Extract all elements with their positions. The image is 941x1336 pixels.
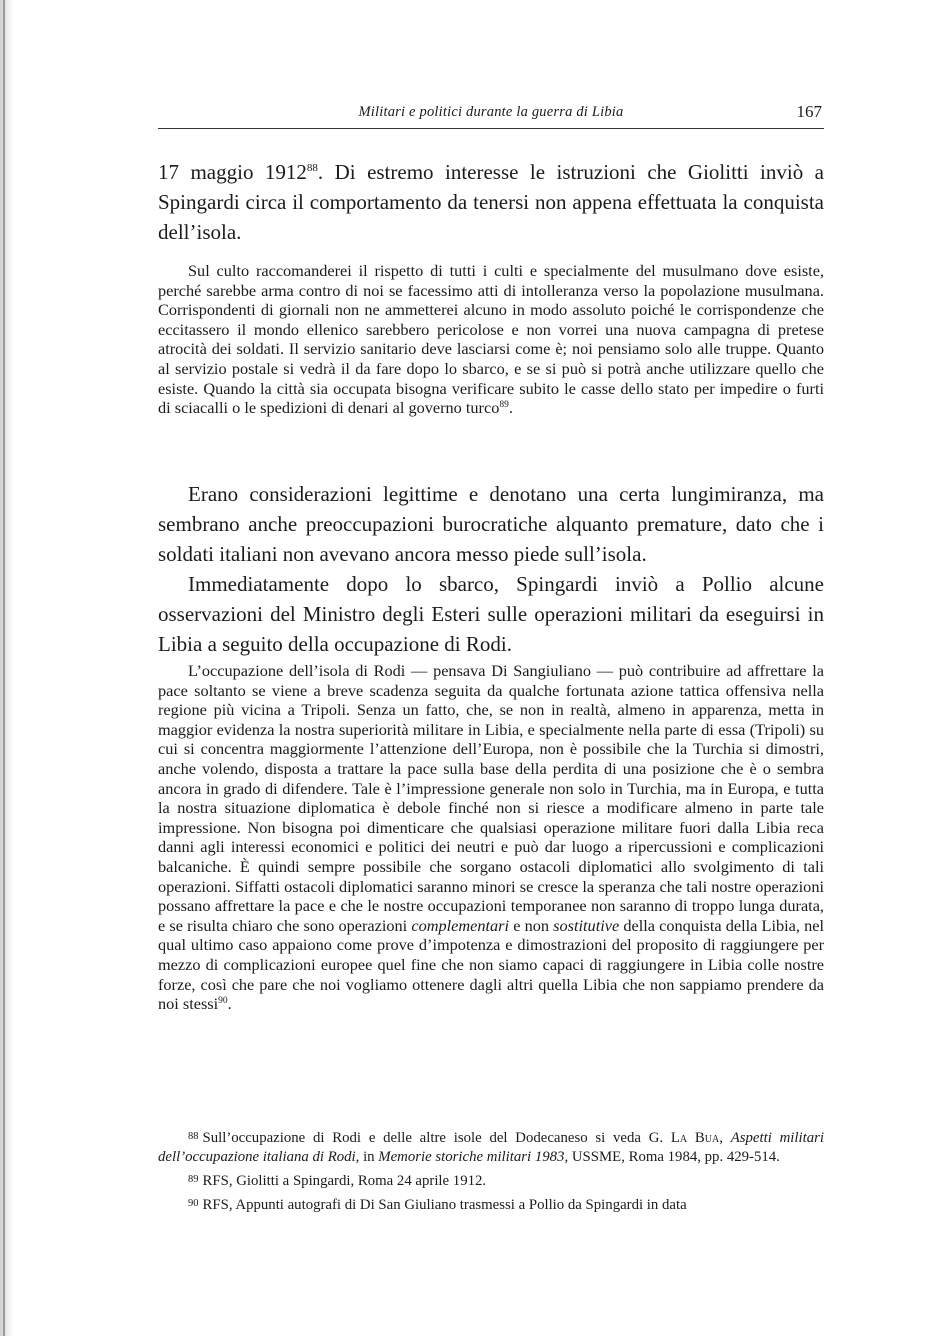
body-paragraph-1: 17 maggio 1912$^{88}$. Di estremo interesse le istruzioni che Giolitti inviò a Spingardi circa il comportamento da tenersi non appena effettuata la conquista dell’isola. (158, 160, 824, 244)
footnote-89: $^{89}$ RFS, Giolitti a Spingardi, Roma 24 aprile 1912. (188, 1173, 487, 1189)
running-title: Militari e politici durante la guerra di Libia (358, 104, 624, 120)
body-paragraph-2: Erano considerazioni legittime e denotano una certa lungimiranza, ma sembrano anche preoccupazioni burocratiche alquanto premature, dato che i soldati italiani non avevano ancora messo piede sull’isola. (158, 482, 824, 566)
block-quote-giolitti: Sul culto raccomanderei il rispetto di tutti i culti e specialmente del musulmano dove esiste, perché sarebbe arma contro di noi se facessimo atti di intolleranza verso la popolazione musulmana. Corrispondenti di giornali non ne ammetterei alcuno in modo assoluto poiché le corrispondenze che eccitassero il mondo ellenico sarebbero pericolose e non vorrei una nuova campagna di pretese atrocità dei soldati. Il servizio sanitario deve lasciarsi come è; noi pensiamo solo alle truppe. Quanto al servizio postale si vedrà il da fare dopo lo sbarco, e se si può si potrà anche utilizzare quello che esiste. Quando la città sia occupata bisogna verificare subito le casse dello stato per impedire o furti di sciacalli o le spedizioni di denari al governo turco$^{89}$. (158, 261, 824, 418)
footnote-88: $^{88}$ Sull’occupazione di Rodi e delle altre isole del Dodecaneso si veda G. La Bua, Aspetti militari dell’occupazione italiana di Rodi, in Memorie storiche militari 1983, USSME, Roma 1984, pp. 429-514. (158, 1130, 824, 1165)
page-header (158, 100, 824, 129)
footnote-ref-90[interactable]: 90 (218, 996, 228, 1007)
footnote-ref-88[interactable]: 88 (306, 162, 318, 174)
footnote-90: $^{90}$ RFS, Appunti autografi di Di San Giuliano trasmessi a Pollio da Spingardi in data (188, 1197, 687, 1213)
body-paragraph-3: Immediatamente dopo lo sbarco, Spingardi inviò a Pollio alcune osservazioni del Ministro degli Esteri sulle operazioni militari da eseguirsi in Libia a seguito della occupazione di Rodi. (158, 572, 824, 656)
book-spine-edge (3, 0, 5, 1336)
footnotes (158, 1127, 824, 1218)
footnote-ref-89[interactable]: 89 (499, 400, 509, 411)
page-number: 167 (796, 102, 822, 121)
author-name: La Bua (670, 1130, 720, 1146)
block-quote-sangiuliano: L’occupazione dell’isola di Rodi — pensava Di Sangiuliano — può contribuire ad affrettare la pace soltanto se viene a breve scadenza seguita da qualche fortunata azione tattica offensiva nella regione più vicina a Tripoli. Senza un fatto, che, se non in realtà, almeno in apparenza, metta in maggior evidenza la nostra superiorità militare in Libia, e specialmente nella parte di essa (Tripoli) su cui si concentra maggiormente l’attenzione dell’Europa, non è possibile che la Turchia si dimostri, anche volendo, disposta a trattare la pace sulla base della perdita di una posizione che è o sembra ancora in grado di difendere. Tale è l’impressione generale non solo in Turchia, ma in Europa, e tutta la nostra situazione diplomatica è debole finché non si riesce a modificare almeno in parte tale impressione. Non bisogna poi dimenticare che qualsiasi operazione militare fuori dalla Libia reca danni agli interessi economici e politici dei neutri e può dar luogo a ripercussioni e complicazioni balcaniche. È quindi sempre possibile che sorgano ostacoli diplomatici allo svolgimento di tali operazioni. Siffatti ostacoli diplomatici saranno minori se cresce la speranza che tali nostre operazioni possano affrettare la pace e che le nostre occupazioni temporanee non saranno di troppo lunga durata, e se risulta chiaro che sono operazioni complementari e non sostitutive della conquista della Libia, nel qual ultimo caso appaiono come prove d’impotenza e dimostrazioni del proposito di raggiungere per mezzo di complicazioni europee quel fine che non siamo capaci di raggiungere in Libia colle nostre forze, così che pare che noi vogliamo ottenere dagli altri quella Libia che non sappiamo prendere da noi stessi$^{90}$. (158, 661, 825, 1014)
